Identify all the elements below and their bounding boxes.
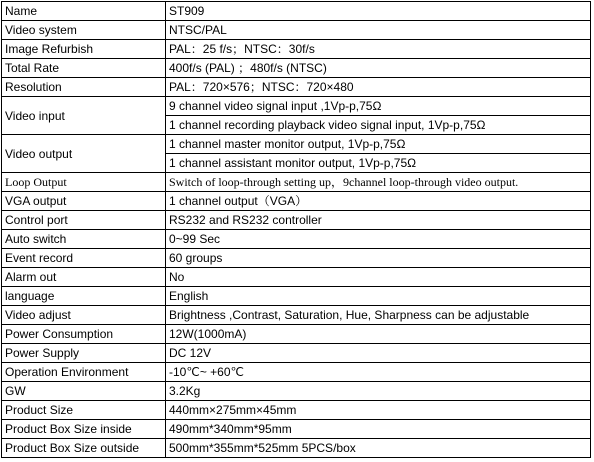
spec-name: Event record — [2, 249, 166, 268]
spec-value: 12W(1000mA) — [166, 325, 591, 344]
spec-value: 1 channel master monitor output, 1Vp-p,75Ω — [166, 135, 591, 154]
table-row — [2, 97, 591, 116]
spec-value: 9 channel video signal input ,1Vp-p,75Ω — [166, 97, 591, 116]
spec-value: 1 channel recording playback video signal input, 1Vp-p,75Ω — [166, 116, 591, 135]
spec-value: 3.2Kg — [166, 382, 591, 401]
table-row — [2, 344, 591, 363]
spec-name: Alarm out — [2, 268, 166, 287]
spec-value: Brightness ,Contrast, Saturation, Hue, Sharpness can be adjustable — [166, 306, 591, 325]
spec-value: 500mm*355mm*525mm 5PCS/box — [166, 439, 591, 458]
table-row — [2, 211, 591, 230]
spec-value: 490mm*340mm*95mm — [166, 420, 591, 439]
spec-value: RS232 and RS232 controller — [166, 211, 591, 230]
spec-name: VGA output — [2, 192, 166, 211]
table-row — [2, 40, 591, 59]
table-row — [2, 192, 591, 211]
table-row — [2, 230, 591, 249]
spec-name: Video output — [2, 135, 166, 173]
spec-value: 400f/s (PAL) ；480f/s (NTSC) — [166, 59, 591, 78]
spec-value: 1 channel assistant monitor output, 1Vp-p,75Ω — [166, 154, 591, 173]
table-row — [2, 420, 591, 439]
table-row — [2, 249, 591, 268]
spec-name: Product Box Size inside — [2, 420, 166, 439]
spec-name: Name — [2, 2, 166, 21]
table-row — [2, 287, 591, 306]
table-row — [2, 21, 591, 40]
spec-name: Power Consumption — [2, 325, 166, 344]
spec-name: GW — [2, 382, 166, 401]
spec-value: -10℃~ +60℃ — [166, 363, 591, 382]
table-row — [2, 306, 591, 325]
table-row — [2, 363, 591, 382]
spec-value: English — [166, 287, 591, 306]
table-row — [2, 382, 591, 401]
spec-name: Video adjust — [2, 306, 166, 325]
spec-name: Loop Output — [2, 173, 166, 192]
spec-value: 1 channel output（VGA） — [166, 192, 591, 211]
spec-name: Auto switch — [2, 230, 166, 249]
spec-name: Image Refurbish — [2, 40, 166, 59]
table-row — [2, 59, 591, 78]
spec-value: 60 groups — [166, 249, 591, 268]
spec-name: Total Rate — [2, 59, 166, 78]
table-row — [2, 401, 591, 420]
spec-name: Power Supply — [2, 344, 166, 363]
table-row — [2, 268, 591, 287]
spec-name: Video system — [2, 21, 166, 40]
spec-value: PAL：25 f/s；NTSC：30f/s — [166, 40, 591, 59]
spec-value: NTSC/PAL — [166, 21, 591, 40]
table-row — [2, 78, 591, 97]
spec-value: PAL：720×576；NTSC：720×480 — [166, 78, 591, 97]
spec-name: Product Size — [2, 401, 166, 420]
table-row — [2, 439, 591, 458]
spec-value: DC 12V — [166, 344, 591, 363]
table-row — [2, 173, 591, 192]
spec-name: language — [2, 287, 166, 306]
spec-value: No — [166, 268, 591, 287]
spec-value: 440mm×275mm×45mm — [166, 401, 591, 420]
spec-name: Video input — [2, 97, 166, 135]
spec-value: Switch of loop-through setting up，9channel loop-through video output. — [166, 173, 591, 192]
table-row — [2, 325, 591, 344]
spec-value: 0~99 Sec — [166, 230, 591, 249]
spec-name: Product Box Size outside — [2, 439, 166, 458]
spec-table — [1, 1, 591, 458]
spec-value: ST909 — [166, 2, 591, 21]
table-row — [2, 2, 591, 21]
spec-name: Operation Environment — [2, 363, 166, 382]
table-row — [2, 135, 591, 154]
spec-name: Control port — [2, 211, 166, 230]
spec-name: Resolution — [2, 78, 166, 97]
